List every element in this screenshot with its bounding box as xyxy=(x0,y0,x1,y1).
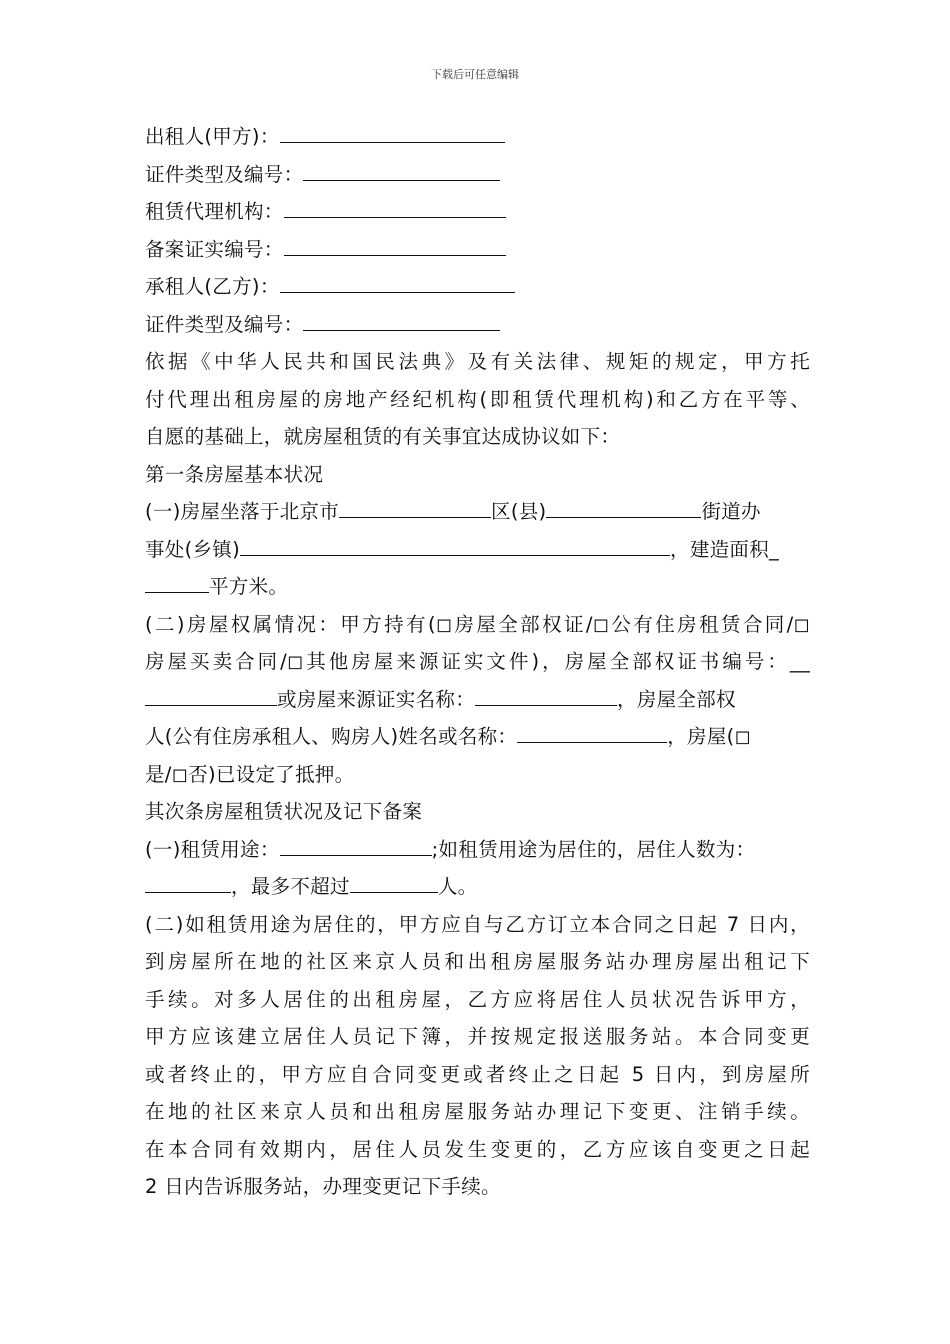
field-label: 出租人(甲方)： xyxy=(145,125,280,148)
blank-line xyxy=(280,833,432,856)
text: ，建造面积_ xyxy=(670,537,780,561)
location-line xyxy=(145,493,810,531)
blank-line xyxy=(145,683,277,706)
ownership-line xyxy=(145,681,810,719)
field-record-no xyxy=(145,231,810,269)
intro-line: 依据《中华人民共和国民法典》及有关法律、规矩的规定，甲方托 xyxy=(145,350,810,373)
blank-line xyxy=(280,270,515,293)
blank-line xyxy=(350,870,438,893)
page-header: 下载后可任意编辑 xyxy=(431,68,519,81)
ownership-line: 房屋买卖合同/◻其他房屋来源证实文件)，房屋全部权证书编号：__ xyxy=(145,650,810,673)
area-line xyxy=(145,568,810,606)
field-lessor-id xyxy=(145,156,810,194)
registration-line: 手续。对多人居住的出租房屋，乙方应将居住人员状况告诉甲方， xyxy=(145,987,810,1011)
text: ，房屋全部权 xyxy=(617,687,736,711)
field-label: 证件类型及编号： xyxy=(145,312,304,336)
ownership-line: (二)房屋权属情况：甲方持有(◻房屋全部权证/◻公有住房租赁合同/◻ xyxy=(145,612,810,636)
text: 区(县) xyxy=(491,500,547,523)
text: ，房屋(◻ xyxy=(667,725,752,748)
usage-line xyxy=(145,831,810,869)
blank-line xyxy=(145,870,231,893)
text: (一)房屋坐落于北京市 xyxy=(145,500,340,523)
intro-line: 自愿的基础上，就房屋租赁的有关事宜达成协议如下： xyxy=(145,425,621,448)
registration-line: 2 日内告诉服务站，办理变更记下手续。 xyxy=(145,1175,501,1198)
text: (一)租赁用途： xyxy=(145,837,280,861)
field-lessor xyxy=(145,118,810,156)
field-lessee xyxy=(145,268,810,306)
registration-line: (二)如租赁用途为居住的，甲方应自与乙方订立本合同之日起 7 日内， xyxy=(145,912,810,936)
field-lessee-id xyxy=(145,306,810,344)
text: ;如租赁用途为居住的，居住人数为： xyxy=(431,837,756,861)
text: ，最多不超过 xyxy=(231,875,350,898)
field-agency xyxy=(145,193,810,231)
blank-line xyxy=(303,158,500,181)
field-label: 证件类型及编号： xyxy=(145,162,304,186)
blank-line xyxy=(145,570,209,593)
text: 人。 xyxy=(437,875,478,898)
blank-line xyxy=(284,195,506,218)
ownership-line: 是/◻否)已设定了抵押。 xyxy=(145,762,355,786)
intro-line: 付代理出租房屋的房地产经纪机构(即租赁代理机构)和乙方在平等、 xyxy=(145,387,810,411)
blank-line xyxy=(339,495,491,518)
blank-line xyxy=(284,233,506,256)
article-2-title: 其次条房屋租赁状况及记下备案 xyxy=(145,800,423,823)
contract-body xyxy=(145,118,810,1206)
blank-line xyxy=(517,720,667,743)
ownership-line xyxy=(145,718,810,756)
location-line-2 xyxy=(145,531,810,569)
field-label: 备案证实编号： xyxy=(145,237,284,261)
field-label: 承租人(乙方)： xyxy=(145,275,280,298)
text: 街道办 xyxy=(701,500,761,523)
text: 或房屋来源证实名称： xyxy=(277,687,476,711)
registration-line: 到房屋所在地的社区来京人员和出租房屋服务站办理房屋出租记下 xyxy=(145,950,810,973)
field-label: 租赁代理机构： xyxy=(145,200,284,223)
registration-line: 在本合同有效期内，居住人员发生变更的，乙方应该自变更之日起 xyxy=(145,1137,810,1161)
blank-line xyxy=(475,683,617,706)
registration-line: 在地的社区来京人员和出租房屋服务站办理记下变更、注销手续。 xyxy=(145,1100,810,1123)
blank-line xyxy=(303,308,500,331)
text: 事处(乡镇) xyxy=(145,537,241,561)
text: 平方米。 xyxy=(209,575,289,598)
blank-line xyxy=(546,495,701,518)
occupants-line xyxy=(145,868,810,906)
text: 人(公有住房承租人、购房人)姓名或名称： xyxy=(145,725,518,748)
article-1-title: 第一条房屋基本状况 xyxy=(145,462,324,486)
registration-line: 甲方应该建立居住人员记下簿，并按规定报送服务站。本合同变更 xyxy=(145,1025,810,1048)
registration-line: 或者终止的，甲方应自合同变更或者终止之日起 5 日内，到房屋所 xyxy=(145,1062,810,1086)
blank-line xyxy=(240,533,670,556)
blank-line xyxy=(280,120,505,143)
